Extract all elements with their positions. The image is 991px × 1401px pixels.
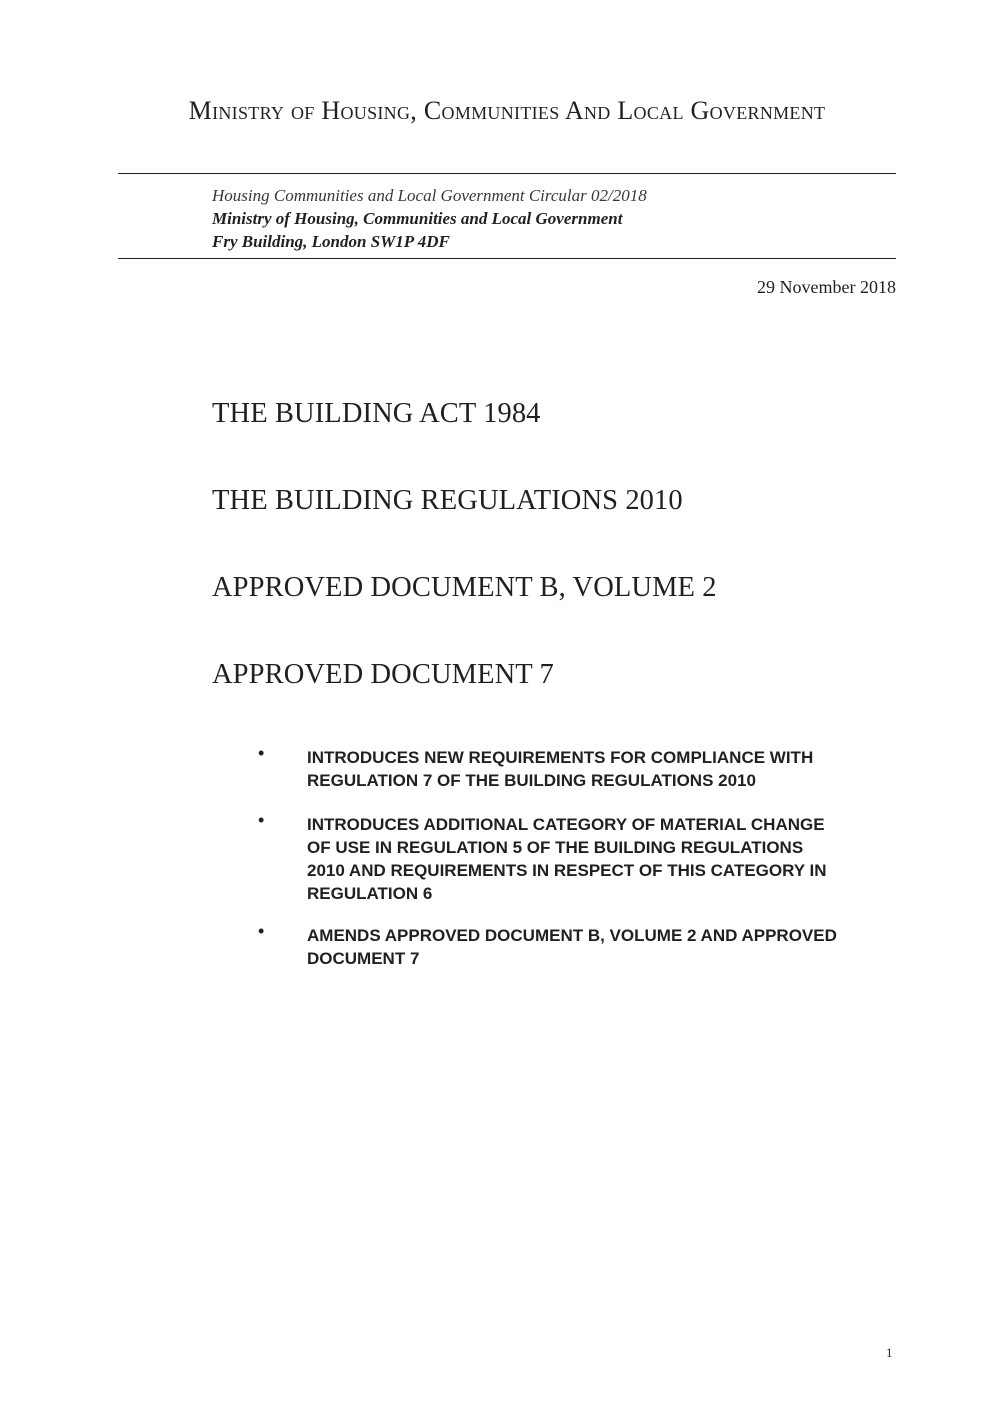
- title-building-act: THE BUILDING ACT 1984: [212, 398, 541, 429]
- bullet-line: REGULATION 6: [307, 884, 433, 903]
- bullet-icon: •: [258, 921, 265, 941]
- bullet-line: 2010 AND REQUIREMENTS IN RESPECT OF THIS CATEGORY IN: [307, 861, 827, 880]
- circular-info: [212, 184, 647, 253]
- summary-bullets: [258, 743, 898, 990]
- list-item: [258, 921, 898, 970]
- title-approved-document-7: APPROVED DOCUMENT 7: [212, 659, 554, 690]
- circular-ministry: Ministry of Housing, Communities and Local Government: [212, 209, 623, 228]
- list-item: [258, 743, 898, 792]
- title-building-regulations: THE BUILDING REGULATIONS 2010: [212, 485, 683, 516]
- title-approved-document-b: APPROVED DOCUMENT B, VOLUME 2: [212, 572, 717, 603]
- bottom-divider: [118, 258, 896, 259]
- bullet-icon: •: [258, 743, 265, 763]
- circular-reference: Housing Communities and Local Government Circular 02/2018: [212, 186, 647, 205]
- list-item: [258, 810, 898, 905]
- circular-address: Fry Building, London SW1P 4DF: [212, 232, 450, 251]
- bullet-line: INTRODUCES NEW REQUIREMENTS FOR COMPLIANCE WITH: [307, 748, 814, 767]
- bullet-line: INTRODUCES ADDITIONAL CATEGORY OF MATERIAL CHANGE: [307, 815, 825, 834]
- document-date: 29 November 2018: [757, 277, 896, 297]
- document-titles: [212, 396, 717, 744]
- page-number: 1: [886, 1345, 893, 1360]
- top-divider: [118, 173, 896, 174]
- bullet-line: DOCUMENT 7: [307, 949, 420, 968]
- ministry-heading: Ministry of Housing, Communities And Local Government: [188, 96, 826, 125]
- bullet-line: OF USE IN REGULATION 5 OF THE BUILDING REGULATIONS: [307, 838, 804, 857]
- bullet-line: AMENDS APPROVED DOCUMENT B, VOLUME 2 AND APPROVED: [307, 926, 837, 945]
- bullet-icon: •: [258, 810, 265, 830]
- bullet-line: REGULATION 7 OF THE BUILDING REGULATIONS 2010: [307, 771, 756, 790]
